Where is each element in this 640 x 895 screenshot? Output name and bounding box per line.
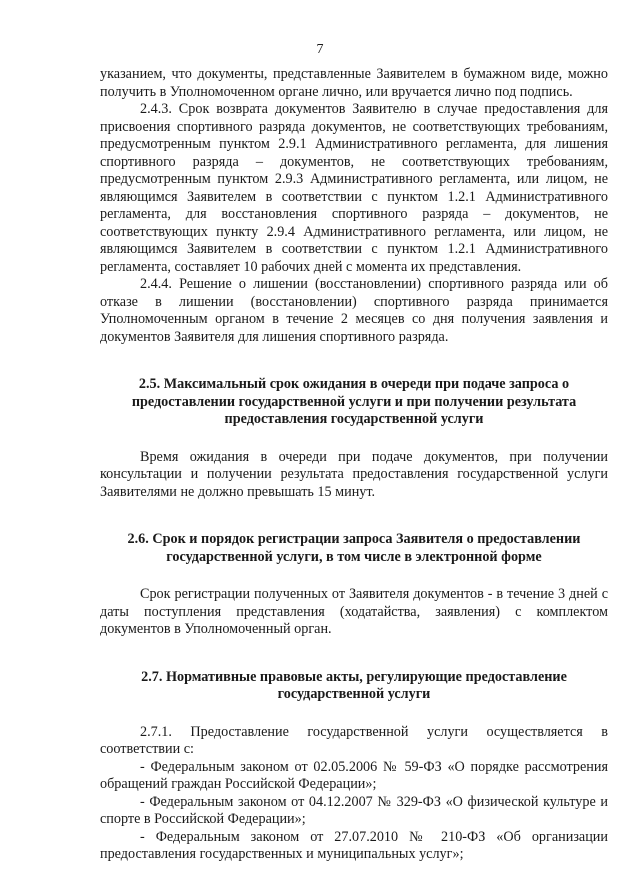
page-number: 7: [316, 42, 324, 57]
paragraph-2-5-body: Время ожидания в очереди при подаче документов, при получении консультации и получении результата предоставления государственной услуги Заявителями не должно превышать 15 минут.: [100, 448, 608, 500]
section-heading-2-6: 2.6. Срок и порядок регистрации запроса Заявителя о предоставлении государственной услуги, в том числе в электронной форме: [127, 531, 581, 565]
paragraph-2-7-1: 2.7.1. Предоставление государственной услуги осуществляется в соответствии с:: [100, 723, 608, 757]
list-item-law-329: - Федеральным законом от 04.12.2007 № 329-ФЗ «О физической культуре и спорте в Российской Федерации»;: [100, 793, 608, 827]
paragraph-2-6-body: Срок регистрации полученных от Заявителя документов - в течение 3 дней с даты поступления представления (ходатайства, заявления) с комплектом документов в Уполномоченный орган.: [100, 586, 608, 637]
document-body: [100, 66, 608, 864]
paragraph-continuation: указанием, что документы, представленные Заявителем в бумажном виде, можно получить в Уполномоченном органе лично, или вручается лично под подпись.: [100, 66, 608, 100]
paragraph-2-4-3: 2.4.3. Срок возврата документов Заявителю в случае предоставления для присвоения спортивного разряда документов, не соответствующих требованиям, предусмотренным пунктом 2.9.1 Административного регламента, для лишения спортивного разряда – документов, не соответствующих требованиям, предусмотренным пунктом 2.9.3 Административного регламента, или лицом, не являющимся Заявителем в соответствии с пунктом 1.2.1 Административного регламента, для восстановления спортивного разряда – документов, не соответствующих пункту 2.9.4 Административного регламента, или лицом, не являющимся Заявителем в соответствии с пунктом 1.2.1 Административного регламента, составляет 10 рабочих дней с момента их представления.: [100, 101, 608, 275]
paragraph-2-4-4: 2.4.4. Решение о лишении (восстановлении) спортивного разряда или об отказе в лишении (восстановлении) спортивного разряда принимается Уполномоченным органом в течение 2 месяцев со дня получения заявления и документов Заявителя для лишения спортивного разряда.: [100, 276, 608, 345]
list-item-law-59: - Федеральным законом от 02.05.2006 № 59-ФЗ «О порядке рассмотрения обращений граждан Российской Федерации»;: [100, 758, 608, 792]
section-heading-2-5: 2.5. Максимальный срок ожидания в очереди при подаче запроса о предоставлении государственной услуги и при получении результата предоставления государственной услуги: [131, 376, 577, 427]
section-heading-2-7: 2.7. Нормативные правовые акты, регулирующие предоставление государственной услуги: [141, 668, 567, 702]
list-item-law-210: - Федеральным законом от 27.07.2010 № 210-ФЗ «Об организации предоставления государственных и муниципальных услуг»;: [100, 828, 608, 862]
